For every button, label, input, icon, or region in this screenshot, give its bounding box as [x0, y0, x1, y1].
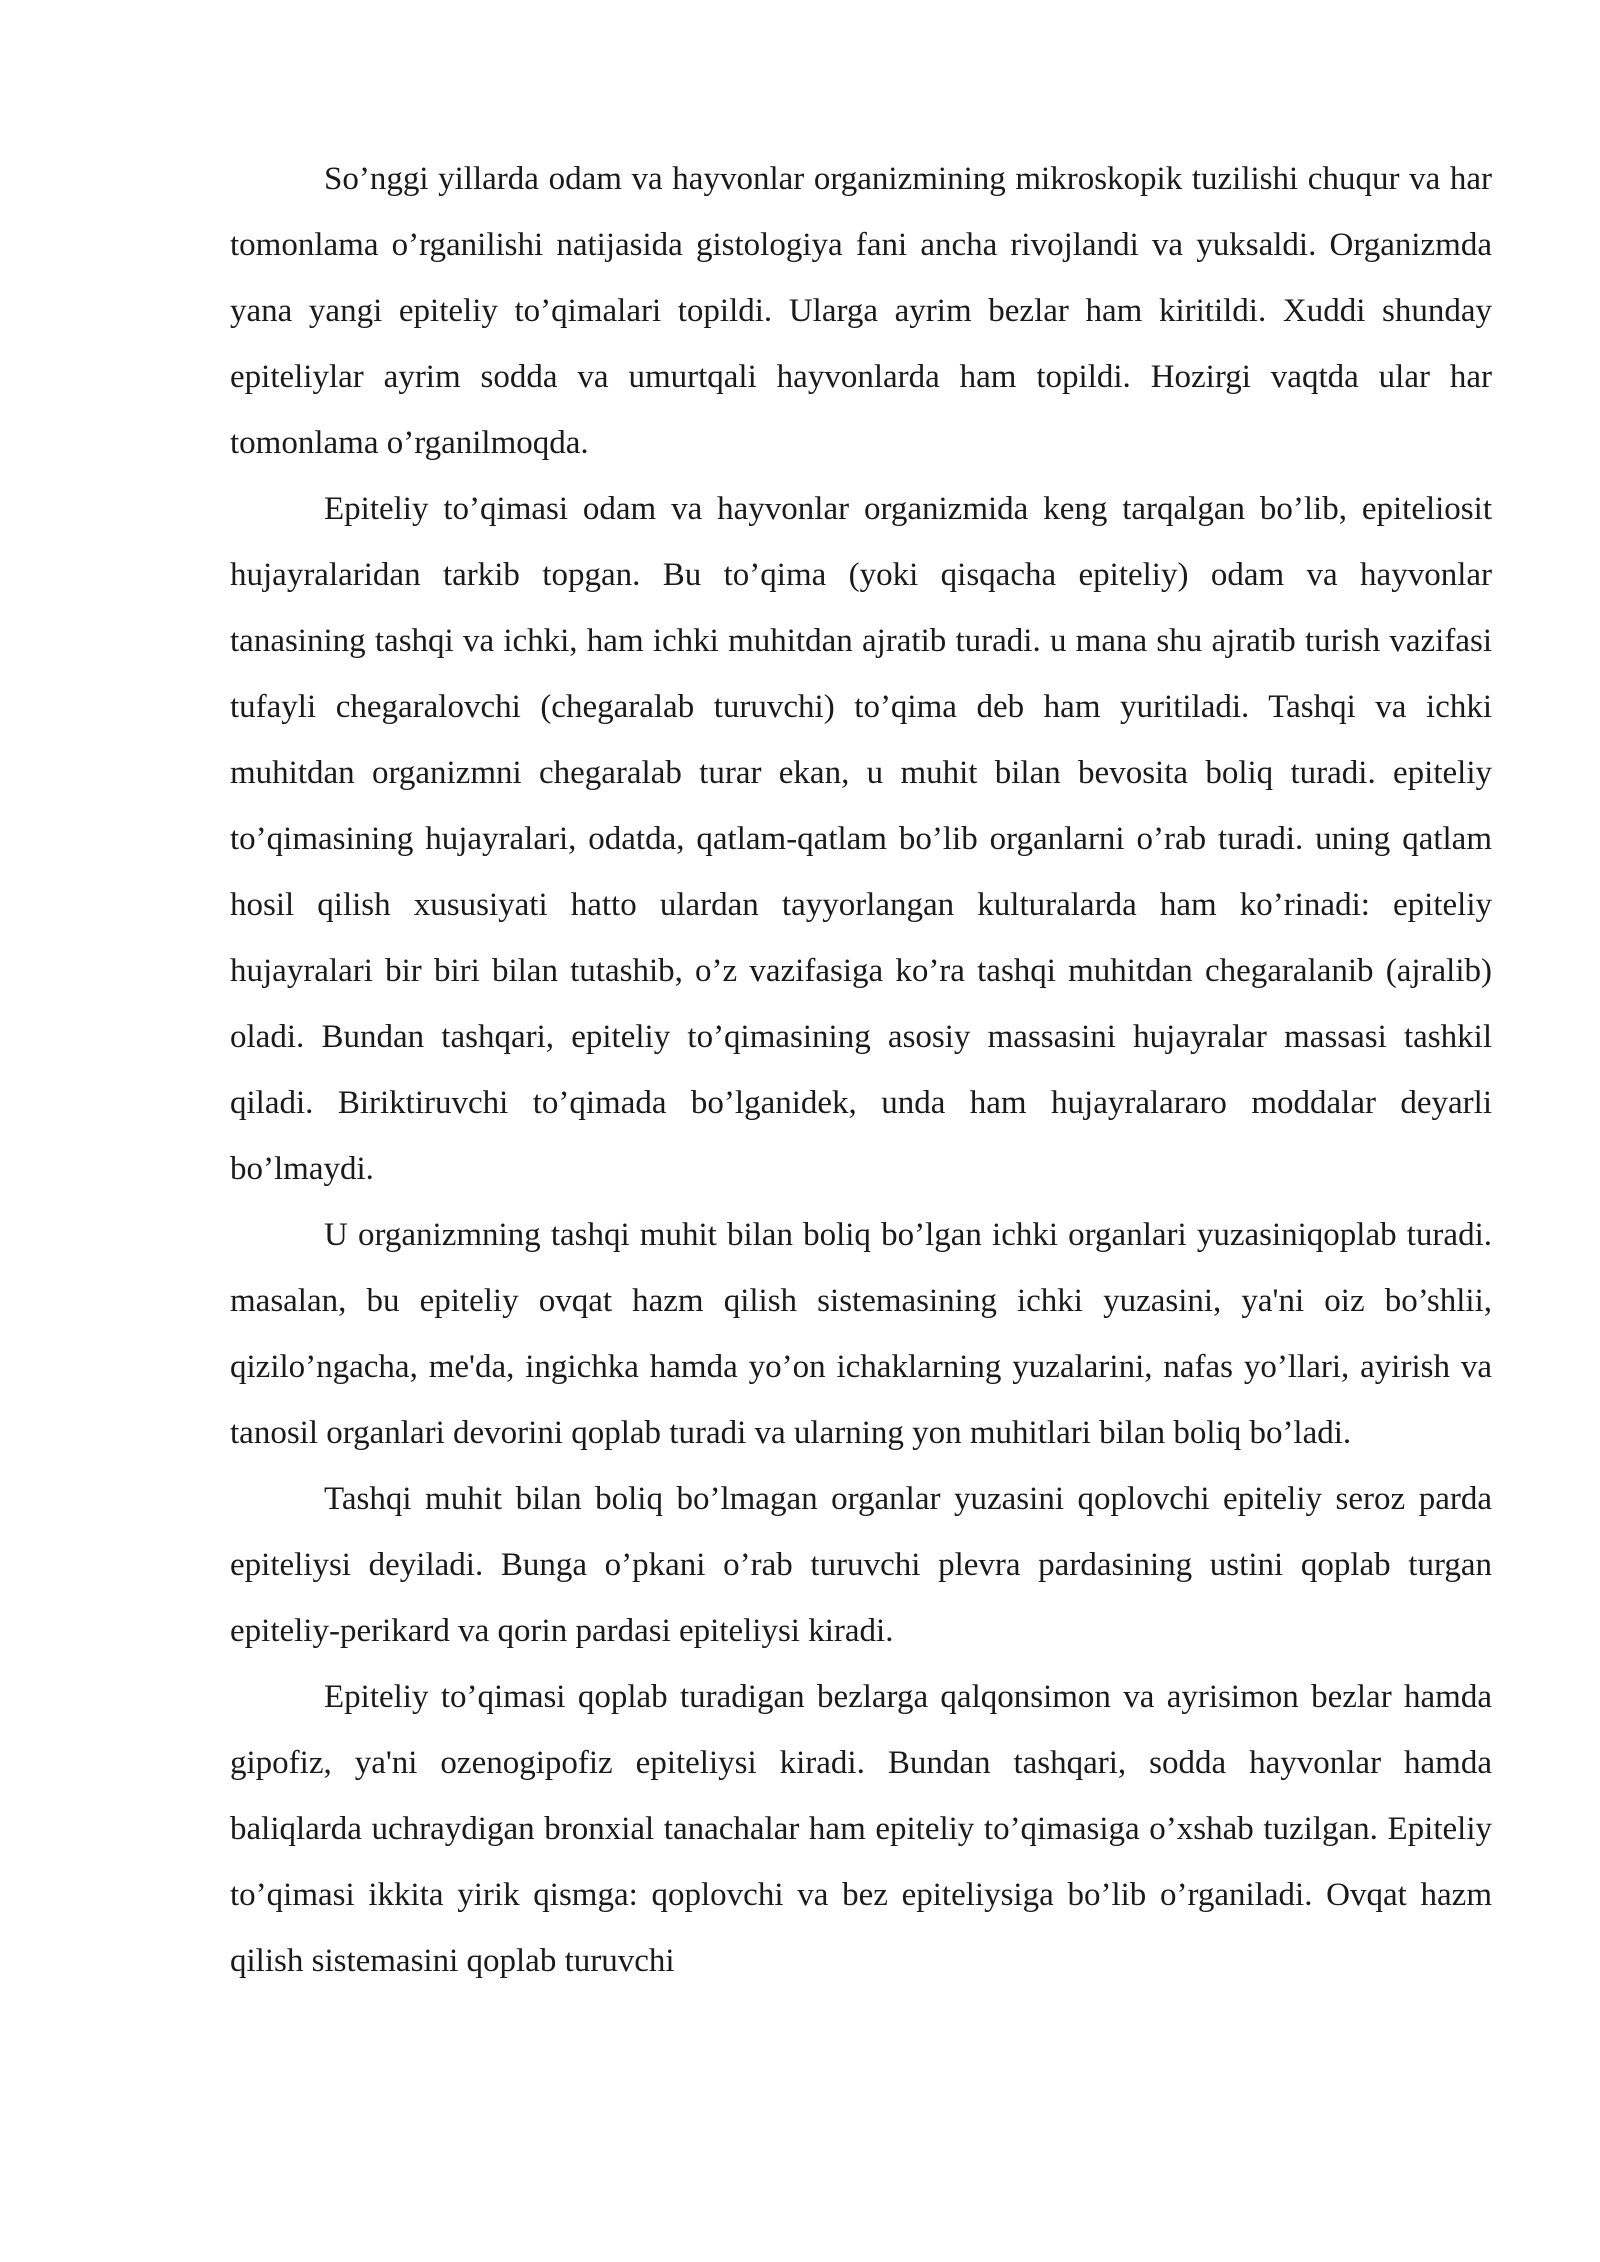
paragraph-2: Epiteliy to’qimasi odam va hayvonlar organizmida keng tarqalgan bo’lib, epiteliosit hujayralaridan tarkib topgan. Bu to’qima (yoki qisqacha epiteliy) odam va hayvonlar tanasining tashqi va ichki, ham ichki muhitdan ajratib turadi. u mana shu ajratib turish vazifasi tufayli chegaralovchi (chegaralab turuvchi) to’qima deb ham yuritiladi. Tashqi va ichki muhitdan organizmni chegaralab turar ekan, u muhit bilan bevosita boliq turadi. epiteliy to’qimasining hujayralari, odatda, qatlam-qatlam bo’lib organlarni o’rab turadi. uning qatlam hosil qilish xususiyati hatto ulardan tayyorlangan kulturalarda ham ko’rinadi: epiteliy hujayralari bir biri bilan tutashib, o’z vazifasiga ko’ra tashqi muhitdan chegaralanib (ajralib) oladi. Bundan tashqari, epiteliy to’qimasining asosiy massasini hujayralar massasi tashkil qiladi. Biriktiruvchi to’qimada bo’lganidek, unda ham hujayralararo moddalar deyarli bo’lmaydi.	[230, 491, 1492, 1187]
paragraph-1: So’nggi yillarda odam va hayvonlar organizmining mikroskopik tuzilishi chuqur va har tomonlama o’rganilishi natijasida gistologiya fani ancha rivojlandi va yuksaldi. Organizmda yana yangi epiteliy to’qimalari topildi. Ularga ayrim bezlar ham kiritildi. Xuddi shunday epiteliylar ayrim sodda va umurtqali hayvonlarda ham topildi. Hozirgi vaqtda ular har tomonlama o’rganilmoqda.	[230, 161, 1492, 461]
document-page	[230, 146, 1492, 1994]
paragraph-3: U organizmning tashqi muhit bilan boliq bo’lgan ichki organlari yuzasiniqoplab turadi. masalan, bu epiteliy ovqat hazm qilish sistemasining ichki yuzasini, ya'ni oiz bo’shlii, qizilo’ngacha, me'da, ingichka hamda yo’on ichaklarning yuzalarini, nafas yo’llari, ayirish va tanosil organlari devorini qoplab turadi va ularning yon muhitlari bilan boliq bo’ladi.	[230, 1217, 1492, 1451]
paragraph-4: Tashqi muhit bilan boliq bo’lmagan organlar yuzasini qoplovchi epiteliy seroz parda epiteliysi deyiladi. Bunga o’pkani o’rab turuvchi plevra pardasining ustini qoplab turgan epiteliy-perikard va qorin pardasi epiteliysi kiradi.	[230, 1481, 1492, 1649]
paragraph-5: Epiteliy to’qimasi qoplab turadigan bezlarga qalqonsimon va ayrisimon bezlar hamda gipofiz, ya'ni ozenogipofiz epiteliysi kiradi. Bundan tashqari, sodda hayvonlar hamda baliqlarda uchraydigan bronxial tanachalar ham epiteliy to’qimasiga o’xshab tuzilgan. Epiteliy to’qimasi ikkita yirik qismga: qoplovchi va bez epiteliysiga bo’lib o’rganiladi. Ovqat hazm qilish sistemasini qoplab turuvchi	[230, 1679, 1492, 1979]
